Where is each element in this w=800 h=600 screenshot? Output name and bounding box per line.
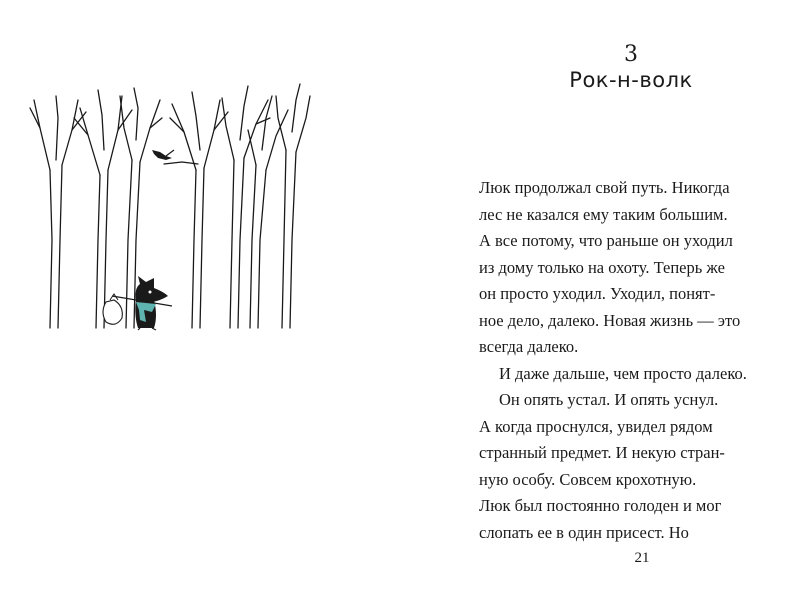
text-line: лес не казался ему таким большим. — [479, 204, 728, 224]
forest-illustration — [0, 0, 380, 380]
text-line: странный предмет. И некую стран- — [479, 443, 725, 462]
text-line: Люк продолжал свой путь. Никогда — [479, 178, 730, 197]
text-line: Он опять устал. И опять уснул. — [499, 390, 719, 409]
chapter-title: Рок-н-волк — [569, 68, 693, 92]
text-line: ное дело, далеко. Новая жизнь — это — [479, 310, 741, 330]
text-line: Люк был постоянно голоден и мог — [479, 496, 722, 515]
text-line: слопать ее в один присест. Но — [479, 522, 689, 542]
text-line: ную особу. Совсем крохотную. — [479, 469, 697, 489]
text-line: А все потому, что раньше он уходил — [479, 231, 733, 250]
text-line: из дому только на охоту. Теперь же — [479, 257, 725, 277]
chapter-number: 3 — [624, 42, 638, 67]
bird-icon — [152, 150, 174, 160]
body-text — [479, 175, 799, 546]
wolf-traveler — [103, 276, 172, 330]
text-line: он просто уходил. Уходил, понят- — [479, 284, 716, 303]
tree-4 — [170, 92, 228, 328]
tree-7 — [276, 84, 310, 328]
text-line: И даже дальше, чем просто далеко. — [499, 363, 747, 383]
text-line: всегда далеко. — [479, 337, 579, 356]
text-line: А когда проснулся, увидел рядом — [479, 416, 713, 436]
tree-1 — [30, 96, 86, 328]
page-number: 21 — [634, 550, 650, 566]
